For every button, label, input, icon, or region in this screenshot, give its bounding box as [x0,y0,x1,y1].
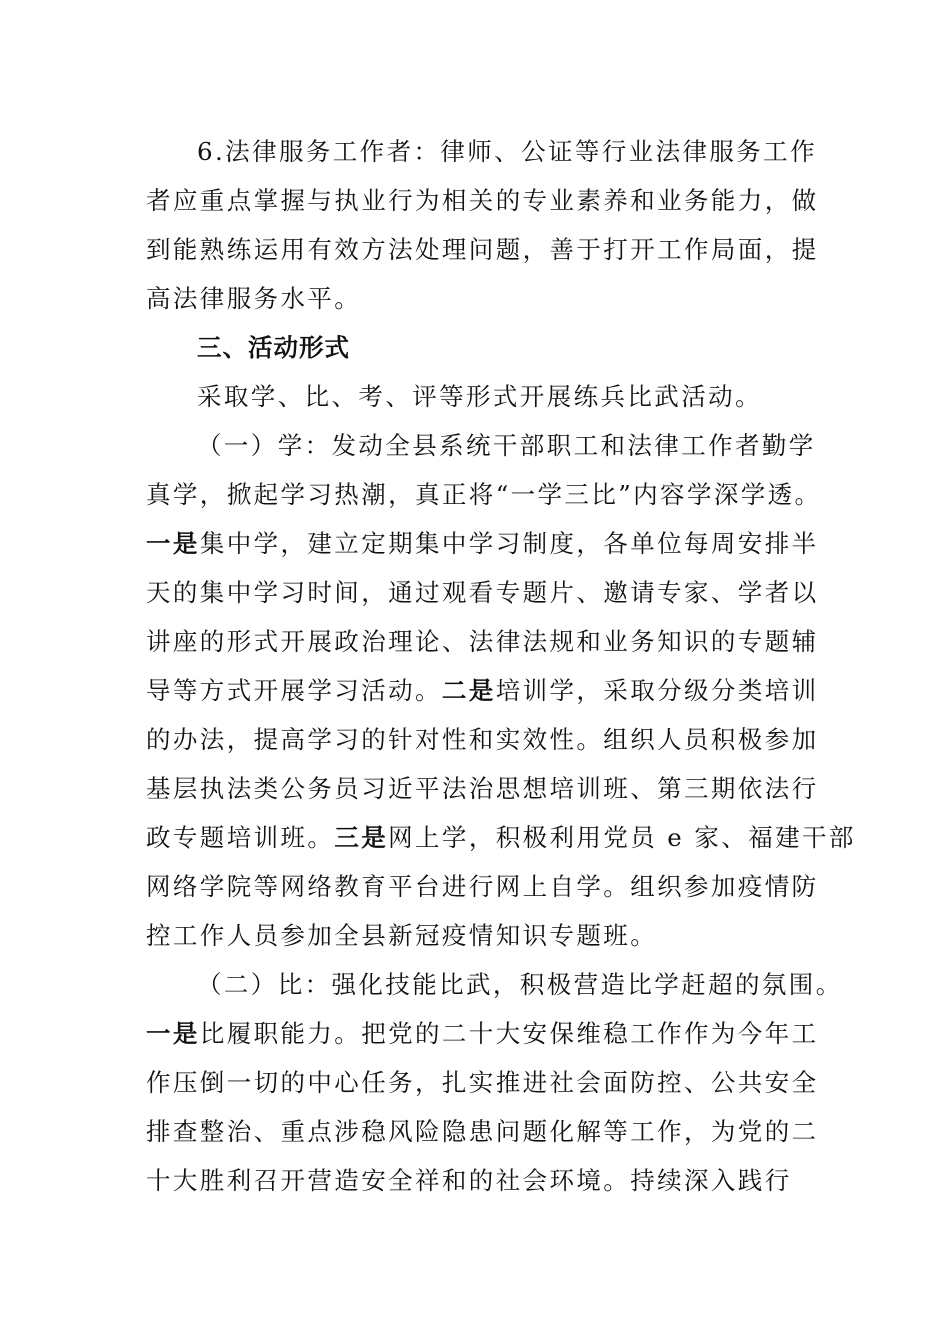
line-text: 作压倒一切的中心任务，扎实推进社会面防控、公共安全 [146,1068,819,1097]
paragraph-line [146,814,856,862]
line-text: 天的集中学习时间，通过观看专题片、邀请专家、学者以 [146,578,819,607]
paragraph-line [146,275,826,323]
line-text: 排查整治、重点涉稳风险隐患问题化解等工作，为党的二 [146,1117,819,1146]
paragraph-line [146,912,826,960]
paragraph-line [146,1108,826,1156]
paragraph-line [197,961,843,1009]
line-text: 比履职能力。把党的二十大安保维稳工作作为今年工 [199,1019,819,1048]
paragraph-line [146,863,826,911]
line-text: 网络学院等网络教育平台进行网上自学。组织参加疫情防 [146,872,819,901]
paragraph-line [197,422,827,470]
line-text: 的办法，提高学习的针对性和实效性。组织人员积极参加 [146,725,819,754]
bold-lead-text: 一是 [146,1019,200,1048]
paragraph-line [146,1059,826,1107]
line-text: （一）学：发动全县系统干部职工和法律工作者勤学 [197,431,816,460]
line-text: 集中学，建立定期集中学习制度，各单位每周安排半 [199,529,819,558]
paragraph-line [146,1010,826,1058]
line-text: 6.法律服务工作者：律师、公证等行业法律服务工作 [197,137,817,166]
line-text-pre: 政专题培训班。 [146,823,335,852]
line-text: 网上学，积极利用党员 e 家、福建干部 [388,823,856,852]
line-text: 者应重点掌握与执业行为相关的专业素养和业务能力，做 [146,186,819,215]
section-heading [197,324,827,372]
heading-text: 三、活动形式 [197,333,350,362]
paragraph-line [146,226,826,274]
line-text: 控工作人员参加全县新冠疫情知识专题班。 [146,921,658,950]
line-text: 到能熟练运用有效方法处理问题，善于打开工作局面，提 [146,235,819,264]
paragraph-line [146,667,826,715]
line-text: 采取学、比、考、评等形式开展练兵比武活动。 [197,382,762,411]
paragraph-line [146,569,826,617]
line-text: 十大胜利召开营造安全祥和的社会环境。持续深入践行 [146,1166,792,1195]
bold-lead-text: 一是 [146,529,200,558]
line-text: 培训学，采取分级分类培训 [495,676,819,705]
paragraph-line [146,765,826,813]
line-text: 真学，掀起学习热潮，真正将“一学三比”内容学深学透。 [146,480,822,509]
line-text-pre: 导等方式开展学习活动。 [146,676,442,705]
line-text: 讲座的形式开展政治理论、法律法规和业务知识的专题辅 [146,627,819,656]
paragraph-line [197,128,827,176]
line-text: 基层执法类公务员习近平法治思想培训班、第三期依法行 [146,774,819,803]
paragraph-line [146,618,826,666]
line-text: （二）比：强化技能比武，积极营造比学赶超的氛围。 [197,970,843,999]
paragraph-line [146,471,826,519]
paragraph-line [197,373,827,421]
paragraph-line [146,716,826,764]
paragraph-line [146,520,826,568]
bold-lead-text: 二是 [441,676,496,705]
bold-lead-text: 三是 [334,823,389,852]
line-text: 高法律服务水平。 [146,284,362,313]
paragraph-line [146,1157,826,1205]
paragraph-line [146,177,826,225]
